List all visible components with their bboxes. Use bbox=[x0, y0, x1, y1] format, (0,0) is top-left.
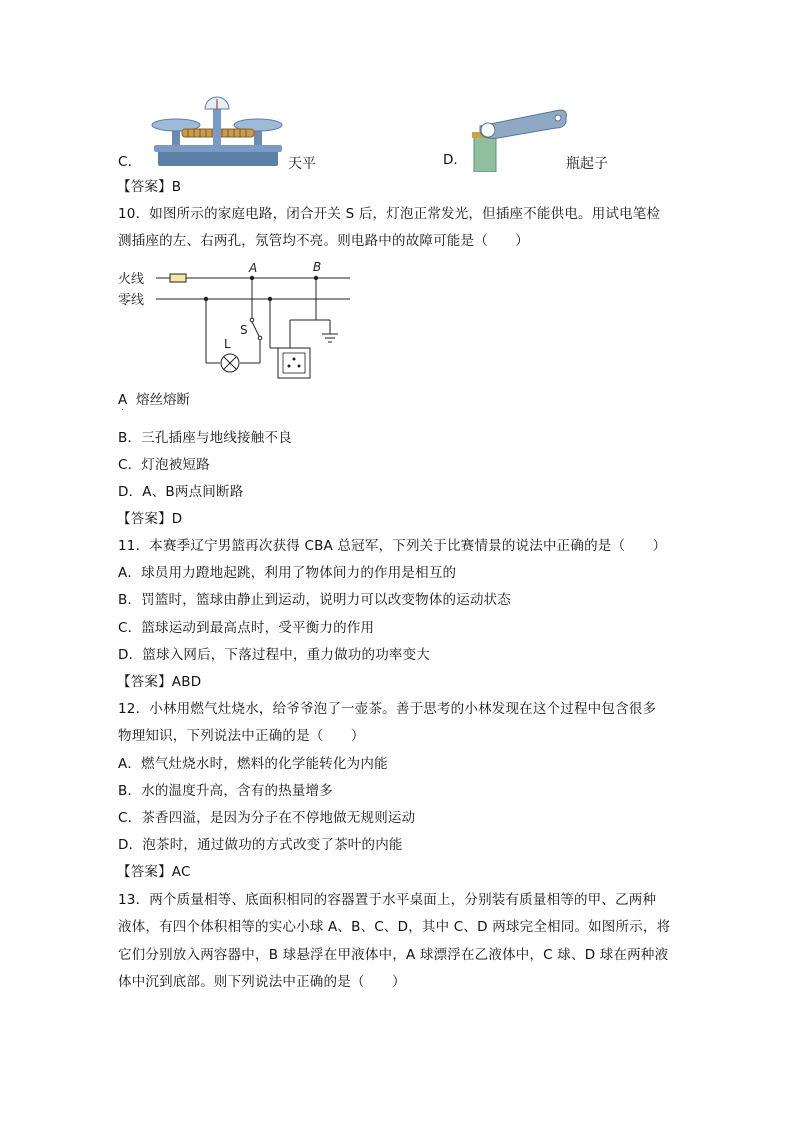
q10-option-c: C．灯泡被短路 bbox=[118, 457, 210, 473]
q9-option-d-text: 瓶起子 bbox=[566, 156, 608, 172]
opener-hole bbox=[481, 123, 495, 137]
q9-answer: 【答案】B bbox=[117, 179, 182, 195]
q10-option-a-label: A bbox=[118, 392, 128, 408]
q10-option-b: B．三孔插座与地线接触不良 bbox=[118, 430, 292, 446]
q10-stem-line1: 10．如图所示的家庭电路，闭合开关 S 后，灯泡正常发光，但插座不能供电。用试电笔检 bbox=[118, 206, 661, 222]
circuit-diagram bbox=[118, 258, 358, 383]
fuse bbox=[170, 274, 186, 282]
scale-base-top bbox=[154, 145, 282, 152]
q12-stem-line1: 12．小林用燃气灶烧水，给爷爷泡了一壶茶。善于思考的小林发现在这个过程中包含很多 bbox=[118, 701, 657, 717]
q10-answer: 【答案】D bbox=[117, 511, 183, 527]
q12-option-c: C．茶香四溢，是因为分子在不停地做无规则运动 bbox=[118, 810, 416, 826]
scale-center-post bbox=[213, 109, 221, 145]
q13-stem-line2: 液体，有四个体积相等的实心小球 A、B、C、D，其中 C、D 两球完全相同。如图所示，将 bbox=[118, 919, 671, 935]
point-a-dot bbox=[250, 276, 254, 280]
q10-option-d: D．A、B两点间断路 bbox=[118, 484, 244, 500]
bottle-neck bbox=[474, 136, 496, 172]
q9-option-c-label: C. bbox=[118, 154, 133, 170]
switch-label: S bbox=[240, 323, 248, 337]
bottle-opener-image bbox=[462, 106, 572, 172]
q12-answer: 【答案】AC bbox=[117, 864, 191, 880]
q10-stem-line2: 测插座的左、右两孔，氖管均不亮。则电路中的故障可能是（ ） bbox=[118, 233, 529, 249]
point-b-label: B bbox=[313, 260, 322, 274]
q13-stem-line1: 13．两个质量相等、底面积相同的容器置于水平桌面上，分别装有质量相等的甲、乙两种 bbox=[118, 892, 657, 908]
balance-scale-image bbox=[150, 95, 285, 170]
q12-option-a: A．燃气灶烧水时，燃料的化学能转化为内能 bbox=[118, 756, 388, 772]
q11-option-d: D．篮球入网后，下落过程中，重力做功的功率变大 bbox=[118, 647, 430, 663]
live-wire-label: 火线 bbox=[118, 272, 145, 287]
point-b-dot bbox=[314, 276, 318, 280]
q13-stem-line3: 它们分别放入两容器中，B 球悬浮在甲液体中，A 球漂浮在乙液体中，C 球、D 球在两种液 bbox=[118, 947, 669, 963]
q11-option-c: C．篮球运动到最高点时，受平衡力的作用 bbox=[118, 620, 375, 636]
opener-end-hole bbox=[555, 115, 561, 121]
q12-option-d: D．泡茶时，通过做功的方式改变了茶叶的内能 bbox=[118, 837, 403, 853]
neutral-wire-label: 零线 bbox=[118, 293, 145, 308]
q11-option-b: B．罚篮时，篮球由静止到运动，说明力可以改变物体的运动状态 bbox=[118, 592, 512, 608]
lamp-label: L bbox=[224, 337, 231, 351]
q10-option-a-text: 熔丝熔断 bbox=[136, 392, 190, 408]
switch-s bbox=[252, 322, 260, 338]
q9-option-c-text: 天平 bbox=[288, 156, 316, 172]
q12-option-b: B．水的温度升高，含有的热量增多 bbox=[118, 783, 333, 799]
scale-base bbox=[158, 150, 278, 166]
q13-stem-line4: 体中沉到底部。则下列说法中正确的是（ ） bbox=[118, 974, 406, 990]
point-a-label: A bbox=[249, 261, 258, 275]
q9-option-d-label: D. bbox=[443, 152, 458, 168]
q11-answer: 【答案】ABD bbox=[117, 674, 202, 690]
scale-right-support bbox=[254, 131, 262, 145]
q11-option-a: A．球员用力蹬地起跳，利用了物体间力的作用是相互的 bbox=[118, 565, 457, 581]
scale-left-support bbox=[172, 131, 180, 145]
q10-option-a-dot: · bbox=[121, 405, 125, 416]
q12-stem-line2: 物理知识，下列说法中正确的是（ ） bbox=[118, 728, 365, 744]
q11-stem: 11．本赛季辽宁男篮再次获得 CBA 总冠军，下列关于比赛情景的说法中正确的是（ ） bbox=[118, 538, 667, 554]
